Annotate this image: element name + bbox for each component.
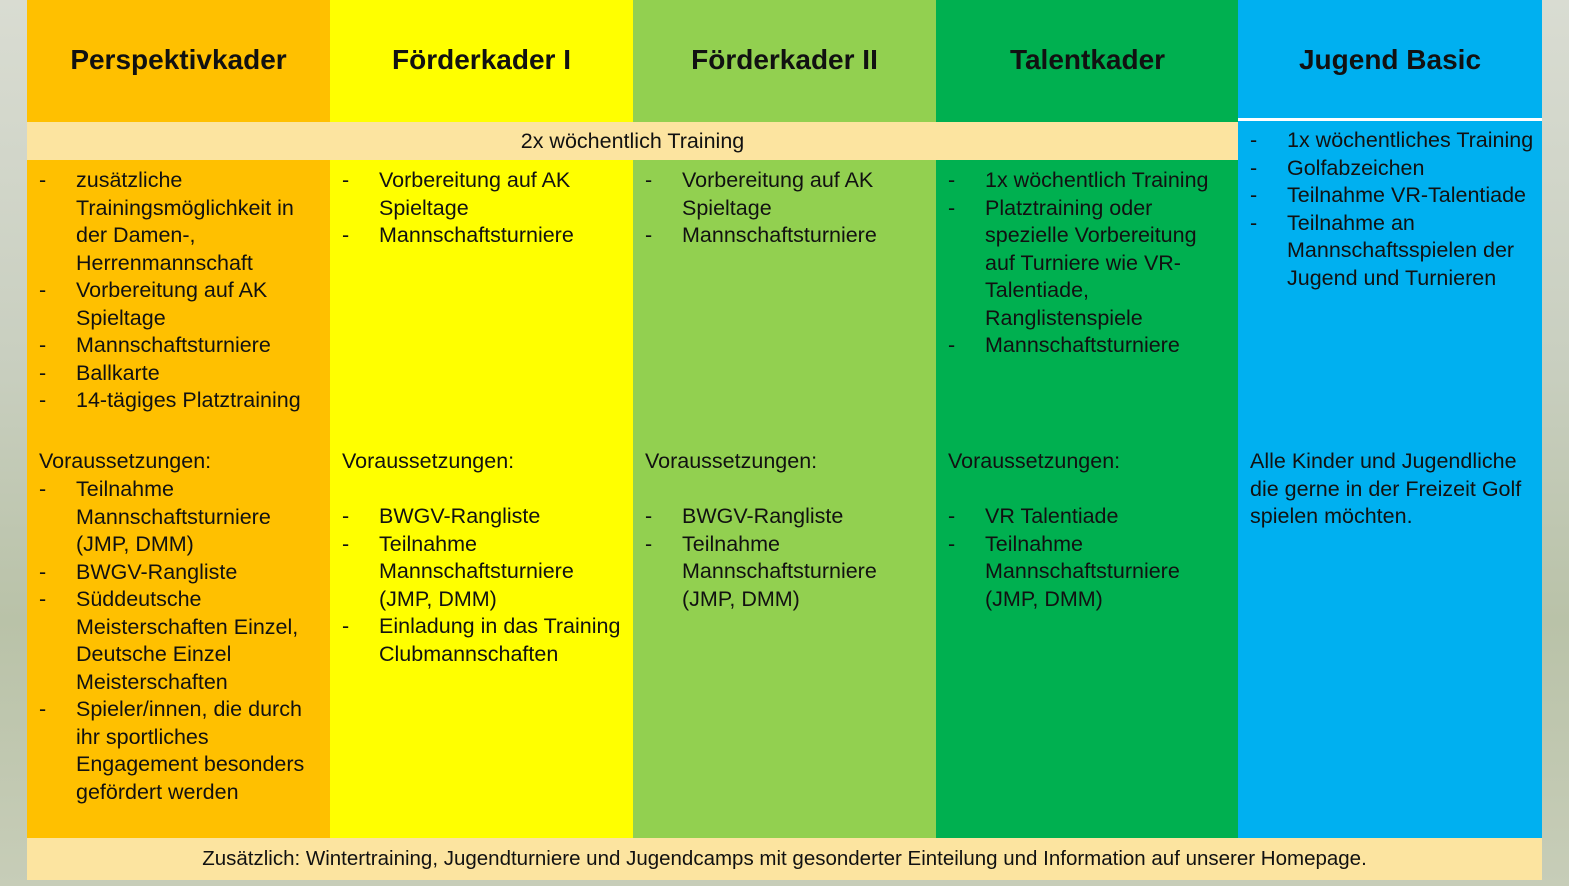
list-item: - BWGV-Rangliste xyxy=(39,559,322,587)
column-title: Förderkader I xyxy=(392,44,571,75)
list-item: - BWGV-Rangliste xyxy=(645,503,928,531)
list-item: - Vorbereitung auf AK Spieltage xyxy=(39,277,322,332)
list-item: - zusätzliche Trainingsmöglichkeit in der Damen-, Herrenmannschaft xyxy=(39,167,322,277)
requirements-list xyxy=(948,503,1231,613)
column-title: Förderkader II xyxy=(691,44,878,75)
offer-list xyxy=(342,167,625,250)
list-item: - Teilnahme Mannschaftsturniere (JMP, DMM) xyxy=(342,531,625,614)
offer-list xyxy=(645,167,928,250)
column-title: Perspektivkader xyxy=(70,44,287,75)
list-item: - Teilnahme Mannschaftsturniere (JMP, DMM) xyxy=(645,531,928,614)
list-item: - Einladung in das Training Clubmannschaften xyxy=(342,613,625,668)
requirements-title: Voraussetzungen: xyxy=(39,449,212,473)
header-divider xyxy=(1238,118,1542,121)
list-item: - Mannschaftsturniere xyxy=(948,332,1231,360)
column-title: Talentkader xyxy=(1009,44,1166,75)
offer-list xyxy=(1250,127,1534,292)
offer-list xyxy=(39,167,322,415)
list-item: - Teilnahme Mannschaftsturniere (JMP, DMM) xyxy=(39,476,322,559)
list-item: - Mannschaftsturniere xyxy=(342,222,625,250)
list-item: - Platztraining oder spezielle Vorbereitung auf Turniere wie VR-Talentiade, Ranglistenspiele xyxy=(948,195,1231,333)
column-jugend-basic xyxy=(1238,0,1542,838)
list-item: - 1x wöchentlich Training xyxy=(948,167,1231,195)
list-item: - Vorbereitung auf AK Spieltage xyxy=(645,167,928,222)
training-band: 2x wöchentlich Training xyxy=(27,122,1238,160)
list-item: - Ballkarte xyxy=(39,360,322,388)
list-item: - Teilnahme Mannschaftsturniere (JMP, DMM) xyxy=(948,531,1231,614)
list-item: - 1x wöchentliches Training xyxy=(1250,127,1534,155)
list-item: - Süddeutsche Meisterschaften Einzel, Deutsche Einzel Meisterschaften xyxy=(39,586,322,696)
requirements-text: Alle Kinder und Jugendliche die gerne in der Freizeit Golf spielen möchten. xyxy=(1250,449,1522,528)
footer-note: Zusätzlich: Wintertraining, Jugendturniere und Jugendcamps mit gesonderter Einteilung und Information auf unserer Homepage. xyxy=(27,838,1542,880)
list-item: - Mannschaftsturniere xyxy=(39,332,322,360)
requirements-title: Voraussetzungen: xyxy=(342,449,515,473)
column-title: Jugend Basic xyxy=(1298,44,1482,75)
list-item: - Teilnahme an Mannschaftsspielen der Jugend und Turnieren xyxy=(1250,210,1534,293)
list-item: - Spieler/innen, die durch ihr sportliches Engagement besonders gefördert werden xyxy=(39,696,322,806)
list-item: - Golfabzeichen xyxy=(1250,155,1534,183)
list-item: - BWGV-Rangliste xyxy=(342,503,625,531)
requirements-list xyxy=(645,503,928,613)
requirements-list xyxy=(39,476,322,806)
list-item: - Vorbereitung auf AK Spieltage xyxy=(342,167,625,222)
list-item: - 14-tägiges Platztraining xyxy=(39,387,322,415)
list-item: - VR Talentiade xyxy=(948,503,1231,531)
requirements-title: Voraussetzungen: xyxy=(948,449,1121,473)
offer-list xyxy=(948,167,1231,360)
list-item: - Teilnahme VR-Talentiade xyxy=(1250,182,1534,210)
requirements-title: Voraussetzungen: xyxy=(645,449,818,473)
list-item: - Mannschaftsturniere xyxy=(645,222,928,250)
requirements-list xyxy=(342,503,625,668)
kader-overview-slide xyxy=(27,0,1542,880)
